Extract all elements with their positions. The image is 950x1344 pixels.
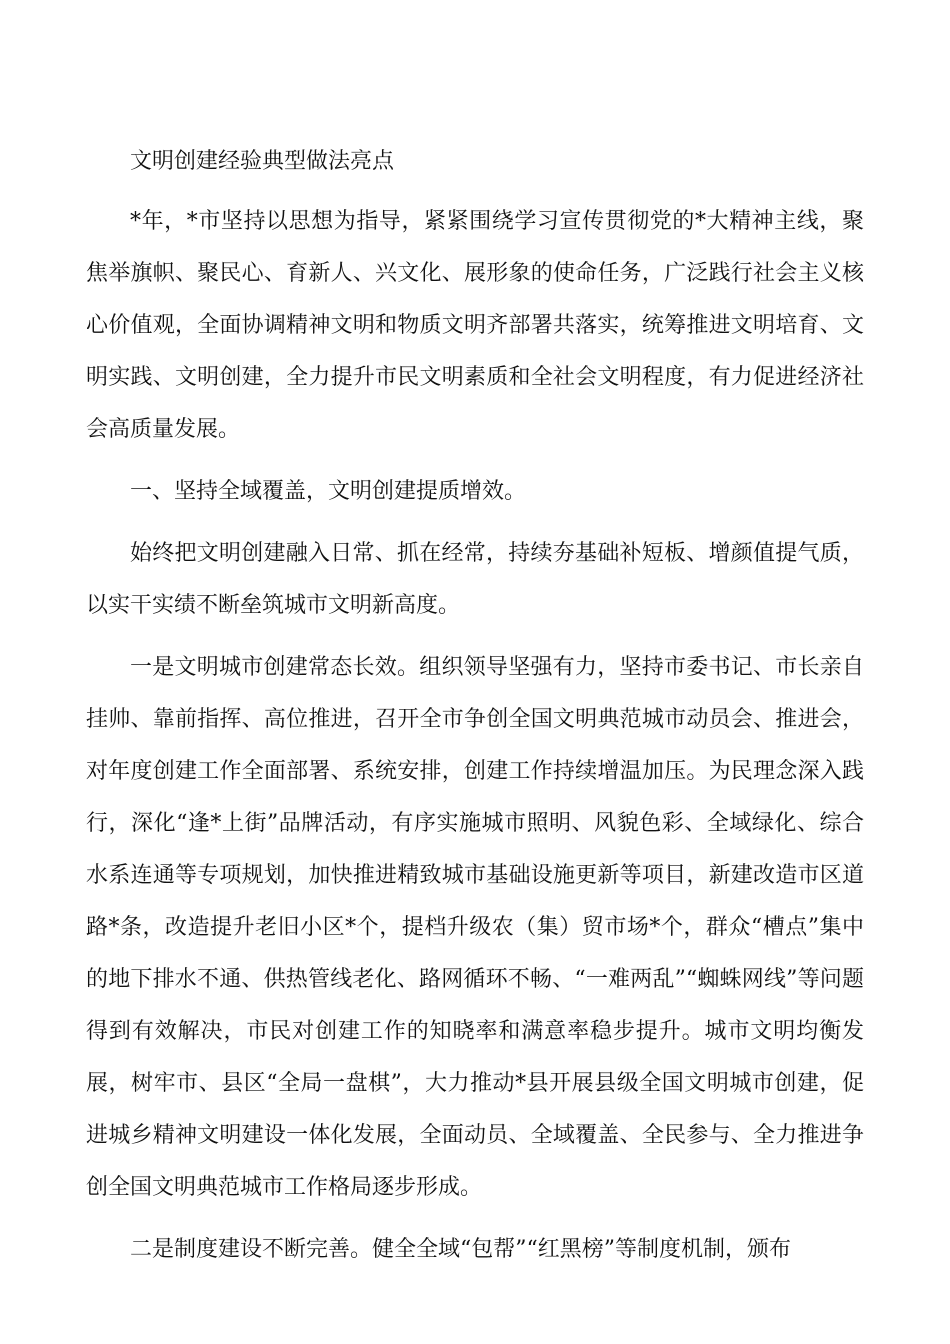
paragraph-intro: *年，*市坚持以思想为指导，紧紧围绕学习宣传贯彻党的*大精神主线，聚焦举旗帜、聚民心、育新人、兴文化、展形象的使命任务，广泛践行社会主义核心价值观，全面协调精神文明和物质文明齐部署共落实，统筹推进文明培育、文明实践、文明创建，全力提升市民文明素质和全社会文明程度，有力促进经济社会高质量发展。	[86, 209, 864, 442]
paragraph-section-1-summary: 始终把文明创建融入日常、抓在经常，持续夯基础补短板、增颜值提气质，以实干实绩不断垒筑城市文明新高度。	[86, 541, 864, 618]
paragraph-point-1: 一是文明城市创建常态长效。组织领导坚强有力，坚持市委书记、市长亲自挂帅、靠前指挥、高位推进，召开全市争创全国文明典范城市动员会、推进会，对年度创建工作全面部署、系统安排，创建工作持续增温加压。为民理念深入践行，深化“逢*上街”品牌活动，有序实施城市照明、风貌色彩、全域绿化、综合水系连通等专项规划，加快推进精致城市基础设施更新等项目，新建改造市区道路*条，改造提升老旧小区*个，提档升级农（集）贸市场*个，群众“槽点”集中的地下排水不通、供热管线老化、路网循环不畅、“一难两乱”“蜘蛛网线”等问题得到有效解决，市民对创建工作的知晓率和满意率稳步提升。城市文明均衡发展，树牢市、县区“全局一盘棋”，大力推动*县开展县级全国文明城市创建，促进城乡精神文明建设一体化发展，全面动员、全域覆盖、全民参与、全力推进争创全国文明典范城市工作格局逐步形成。	[86, 655, 864, 1200]
document-body	[86, 136, 864, 1286]
paragraph-point-2: 二是制度建设不断完善。健全全域“包帮”“红黑榜”等制度机制，颁布	[130, 1237, 791, 1262]
document-title: 文明创建经验典型做法亮点	[130, 149, 395, 174]
section-heading-1: 一、坚持全域覆盖，文明创建提质增效。	[130, 479, 527, 504]
